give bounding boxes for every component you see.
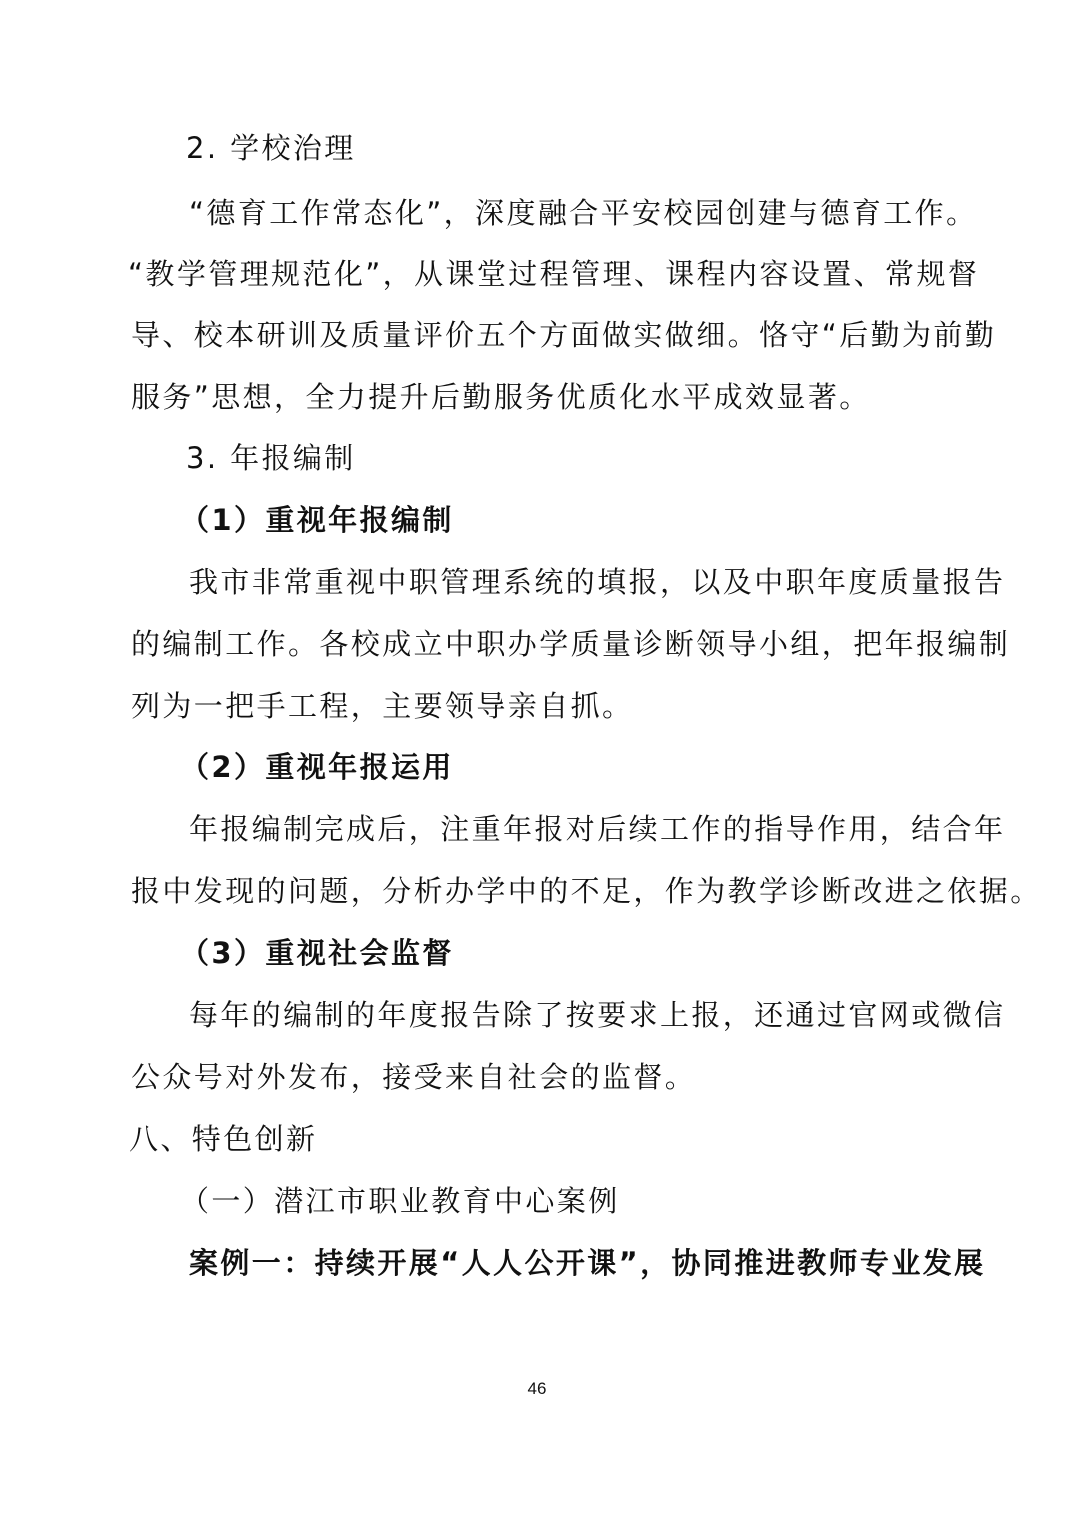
subheading-emphasize-report-compilation: （1）重视年报编制 (180, 503, 454, 537)
paragraph-line: 每年的编制的年度报告除了按要求上报，还通过官网或微信 (189, 998, 1006, 1032)
page-number: 46 (527, 1379, 547, 1398)
paragraph-line: 报中发现的问题，分析办学中的不足，作为教学诊断改进之依据。 (131, 874, 1042, 908)
heading-school-governance: 2. 学校治理 (186, 131, 356, 165)
heading-annual-report: 3. 年报编制 (186, 441, 356, 475)
subheading-qianjiang-case: （一）潜江市职业教育中心案例 (180, 1184, 620, 1218)
paragraph-line: “教学管理规范化”，从课堂过程管理、课程内容设置、常规督 (128, 257, 980, 291)
paragraph-line: 的编制工作。各校成立中职办学质量诊断领导小组，把年报编制 (131, 627, 1011, 661)
subheading-emphasize-social-supervision: （3）重视社会监督 (180, 936, 454, 970)
heading-innovation: 八、特色创新 (129, 1122, 318, 1156)
paragraph-line: 导、校本研训及质量评价五个方面做实做细。恪守“后勤为前勤 (131, 318, 997, 352)
paragraph-line: “德育工作常态化”，深度融合平安校园创建与德育工作。 (189, 196, 978, 230)
paragraph-line: 我市非常重视中职管理系统的填报，以及中职年度质量报告 (189, 565, 1006, 599)
paragraph-line: 公众号对外发布，接受来自社会的监督。 (131, 1060, 697, 1094)
subheading-emphasize-report-use: （2）重视年报运用 (180, 750, 454, 784)
paragraph-line: 列为一把手工程，主要领导亲自抓。 (131, 689, 634, 723)
paragraph-line: 年报编制完成后，注重年报对后续工作的指导作用，结合年 (189, 812, 1006, 846)
case-title: 案例一：持续开展“人人公开课”，协同推进教师专业发展 (189, 1246, 986, 1280)
paragraph-line: 服务”思想，全力提升后勤服务优质化水平成效显著。 (131, 380, 871, 414)
